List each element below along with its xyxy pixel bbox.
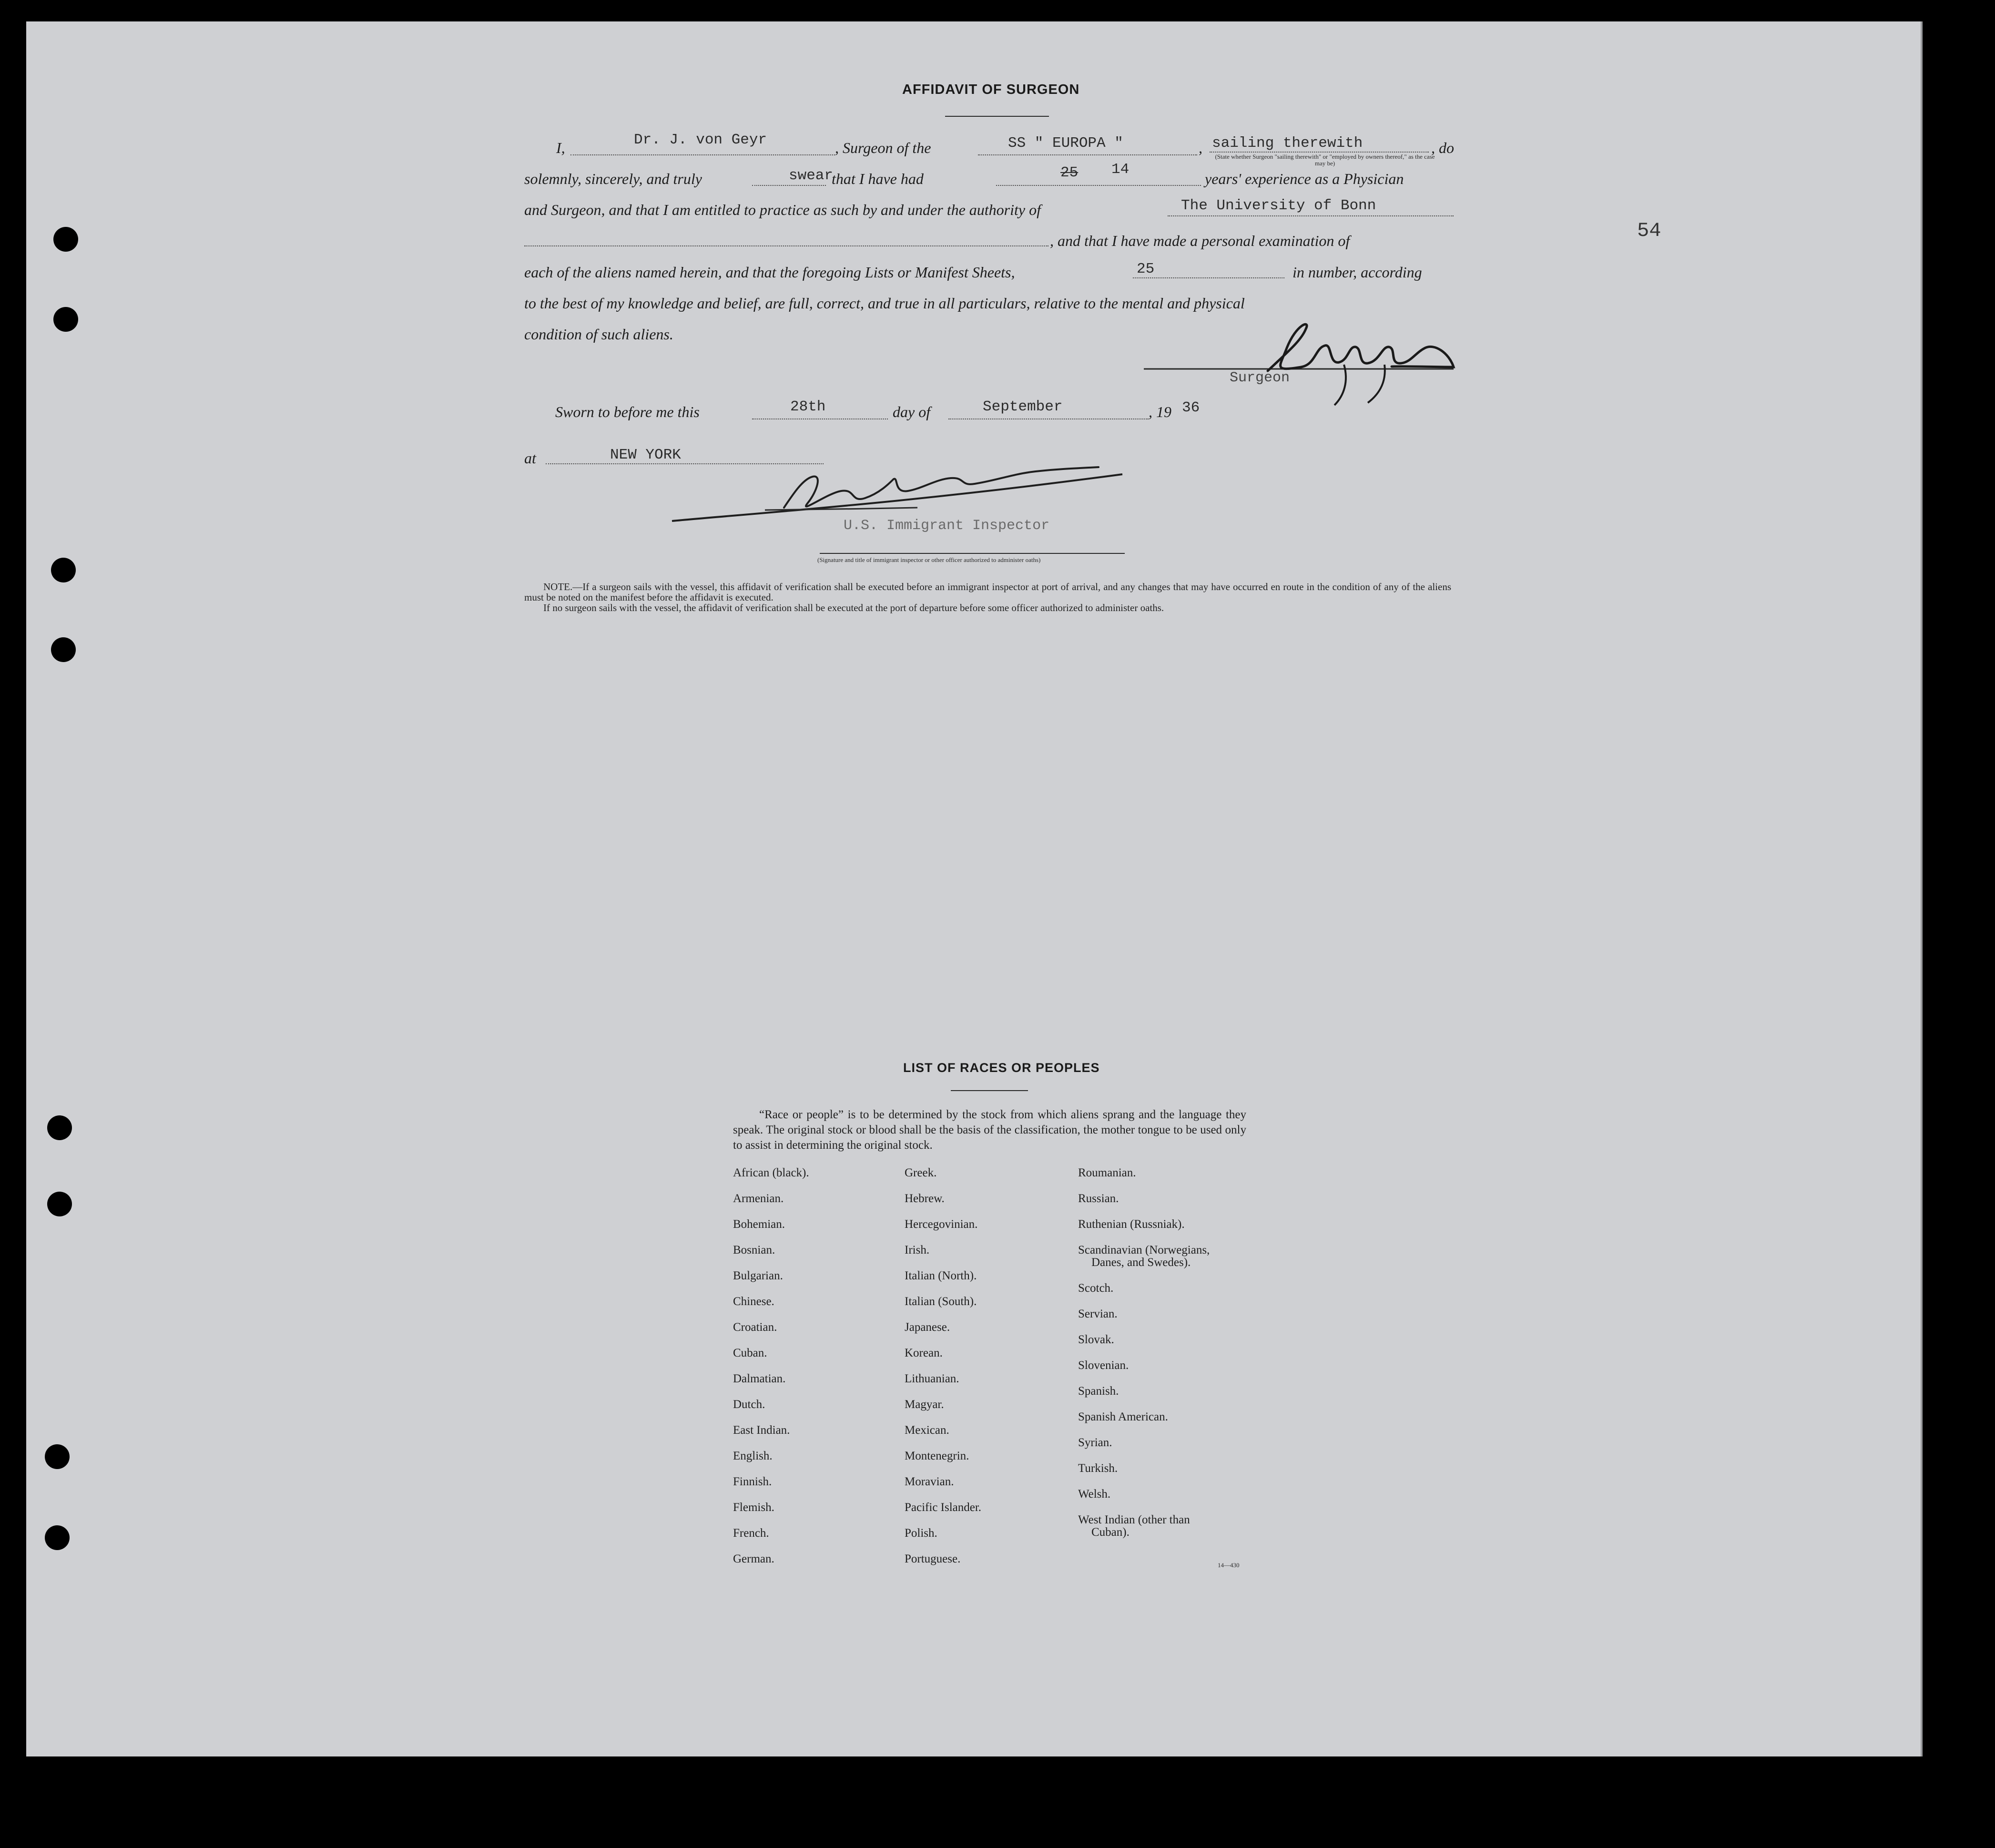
field-line [570,154,835,155]
race-item: Pacific Islander. [905,1501,982,1514]
punch-hole [53,307,78,332]
sheet-count: 25 [1137,261,1155,277]
affidavit-text: , do [1431,139,1454,156]
race-item: African (black). [733,1166,809,1179]
race-item: English. [733,1450,773,1462]
form-number: 14—430 [1218,1562,1240,1569]
years-experience: 14 [1111,161,1130,178]
surgeon-status: sailing therewith [1212,135,1363,152]
field-line [546,463,824,464]
field-line [1133,277,1284,278]
sworn-day: 28th [790,398,826,415]
affidavit-text: , Surgeon of the [835,139,931,156]
sworn-text: Sworn to before me this [555,403,700,420]
sworn-text: day of [893,403,931,420]
punch-hole [53,227,78,252]
field-line [1168,215,1454,216]
race-item: Danes, and Swedes). [1091,1256,1191,1269]
punch-hole [51,637,76,662]
years-struck: 25 [1060,164,1079,181]
race-item: Magyar. [905,1398,944,1411]
affidavit-title: AFFIDAVIT OF SURGEON [902,82,1080,97]
race-item: Russian. [1078,1192,1119,1205]
race-item: Hebrew. [905,1192,945,1205]
race-item: Turkish. [1078,1462,1118,1475]
race-item: Cuban. [733,1347,767,1359]
race-item: Portuguese. [905,1552,961,1565]
licensing-authority: The University of Bonn [1181,197,1376,214]
document-page [26,21,1921,1756]
punch-hole [47,1115,72,1140]
race-item: Croatian. [733,1321,777,1334]
punch-hole [45,1444,70,1469]
race-item: Bulgarian. [733,1269,783,1282]
inspector-stamp: U.S. Immigrant Inspector [844,518,1050,534]
oath-word: swear [789,167,834,184]
place-city: NEW YORK [610,447,681,463]
race-item: Spanish American. [1078,1410,1168,1423]
race-item: Flemish. [733,1501,774,1514]
field-line [752,185,826,186]
affidavit-text: that I have had [832,170,924,187]
race-item: Finnish. [733,1475,772,1488]
race-item: Scandinavian (Norwegians, [1078,1244,1210,1256]
race-item: Bosnian. [733,1244,775,1256]
affidavit-note: If no surgeon sails with the vessel, the affidavit of verification shall be executed at the port of departure before some officer authorized to administer oaths. [543,602,1164,613]
affidavit-text: to the best of my knowledge and belief, are full, correct, and true in all particulars, relative to the mental and physical [524,295,1245,312]
race-item: Bohemian. [733,1218,785,1231]
punch-hole [45,1525,70,1550]
affidavit-text: , [1199,139,1202,156]
races-title: LIST OF RACES OR PEOPLES [903,1061,1100,1075]
race-item: Spanish. [1078,1385,1119,1398]
title-underline [945,116,1049,117]
race-item: Mexican. [905,1424,949,1437]
race-item: French. [733,1527,769,1540]
race-item: Dutch. [733,1398,765,1411]
page-edge [1921,21,1923,1756]
race-item: Servian. [1078,1307,1118,1320]
race-item: Armenian. [733,1192,784,1205]
place-label: at [524,449,536,467]
race-item: Slovak. [1078,1333,1114,1346]
race-item: Hercegovinian. [905,1218,978,1231]
race-item: Montenegrin. [905,1450,969,1462]
vessel-name: SS " EUROPA " [1008,135,1123,152]
race-item: Moravian. [905,1475,954,1488]
races-title-underline [951,1090,1028,1091]
race-item: Lithuanian. [905,1372,959,1385]
surgeon-name: Dr. J. von Geyr [634,132,767,148]
race-item: German. [733,1552,774,1565]
inspector-caption: (Signature and title of immigrant inspector or other officer authorized to administer oaths) [817,556,1041,563]
race-item: Syrian. [1078,1436,1112,1449]
race-item: Ruthenian (Russniak). [1078,1218,1185,1231]
status-instruction: (State whether Surgeon "sailing therewith" or "employed by owners thereof," as the case may be) [1215,153,1435,167]
race-item: Korean. [905,1347,943,1359]
affidavit-text: years' experience as a Physician [1205,170,1404,187]
sworn-month: September [983,398,1063,415]
race-item: Roumanian. [1078,1166,1136,1179]
races-intro: “Race or people” is to be determined by the stock from which aliens sprang and the language they speak. The original stock or blood shall be the basis of the classification, the mother tongue to be used only to assist in determining the original stock. [733,1108,1246,1152]
race-item: Dalmatian. [733,1372,786,1385]
page-number: 54 [1637,219,1661,242]
field-line [978,154,1197,155]
field-line [996,185,1201,186]
race-item: Polish. [905,1527,937,1540]
affidavit-text: and Surgeon, and that I am entitled to practice as such by and under the authority of [524,201,1041,218]
affidavit-text: in number, according [1293,264,1422,281]
affidavit-text: solemnly, sincerely, and truly [524,170,702,187]
affidavit-text: each of the aliens named herein, and that the foregoing Lists or Manifest Sheets, [524,264,1015,281]
race-item: Welsh. [1078,1488,1111,1501]
race-item: Italian (North). [905,1269,977,1282]
race-item: Chinese. [733,1295,774,1308]
affidavit-note: NOTE.—If a surgeon sails with the vessel, this affidavit of verification shall be executed before an immigrant inspector at port of arrival, and any changes that may have occurred en route in the condition of any of the aliens must be noted on the manifest before the affidavit is executed. [524,581,1451,603]
race-item: Scotch. [1078,1282,1114,1295]
punch-hole [51,558,76,582]
inspector-signature-line [820,553,1125,554]
surgeon-signature [1144,319,1458,412]
sworn-year: 36 [1182,399,1200,416]
race-item: West Indian (other than [1078,1513,1190,1526]
race-item: Japanese. [905,1321,950,1334]
field-line [524,245,1048,246]
race-item: Irish. [905,1244,930,1256]
race-item: East Indian. [733,1424,790,1437]
affidavit-text: condition of such aliens. [524,326,673,343]
race-item: Greek. [905,1166,937,1179]
race-item: Slovenian. [1078,1359,1129,1372]
affidavit-text: , and that I have made a personal examination of [1050,232,1350,249]
punch-hole [47,1192,72,1216]
race-item: Italian (South). [905,1295,977,1308]
sworn-text: , 19 [1149,403,1171,420]
race-item: Cuban). [1091,1526,1130,1539]
surgeon-label: Surgeon [1230,370,1290,386]
field-line [1210,152,1429,153]
affidavit-text: I, [556,139,565,156]
